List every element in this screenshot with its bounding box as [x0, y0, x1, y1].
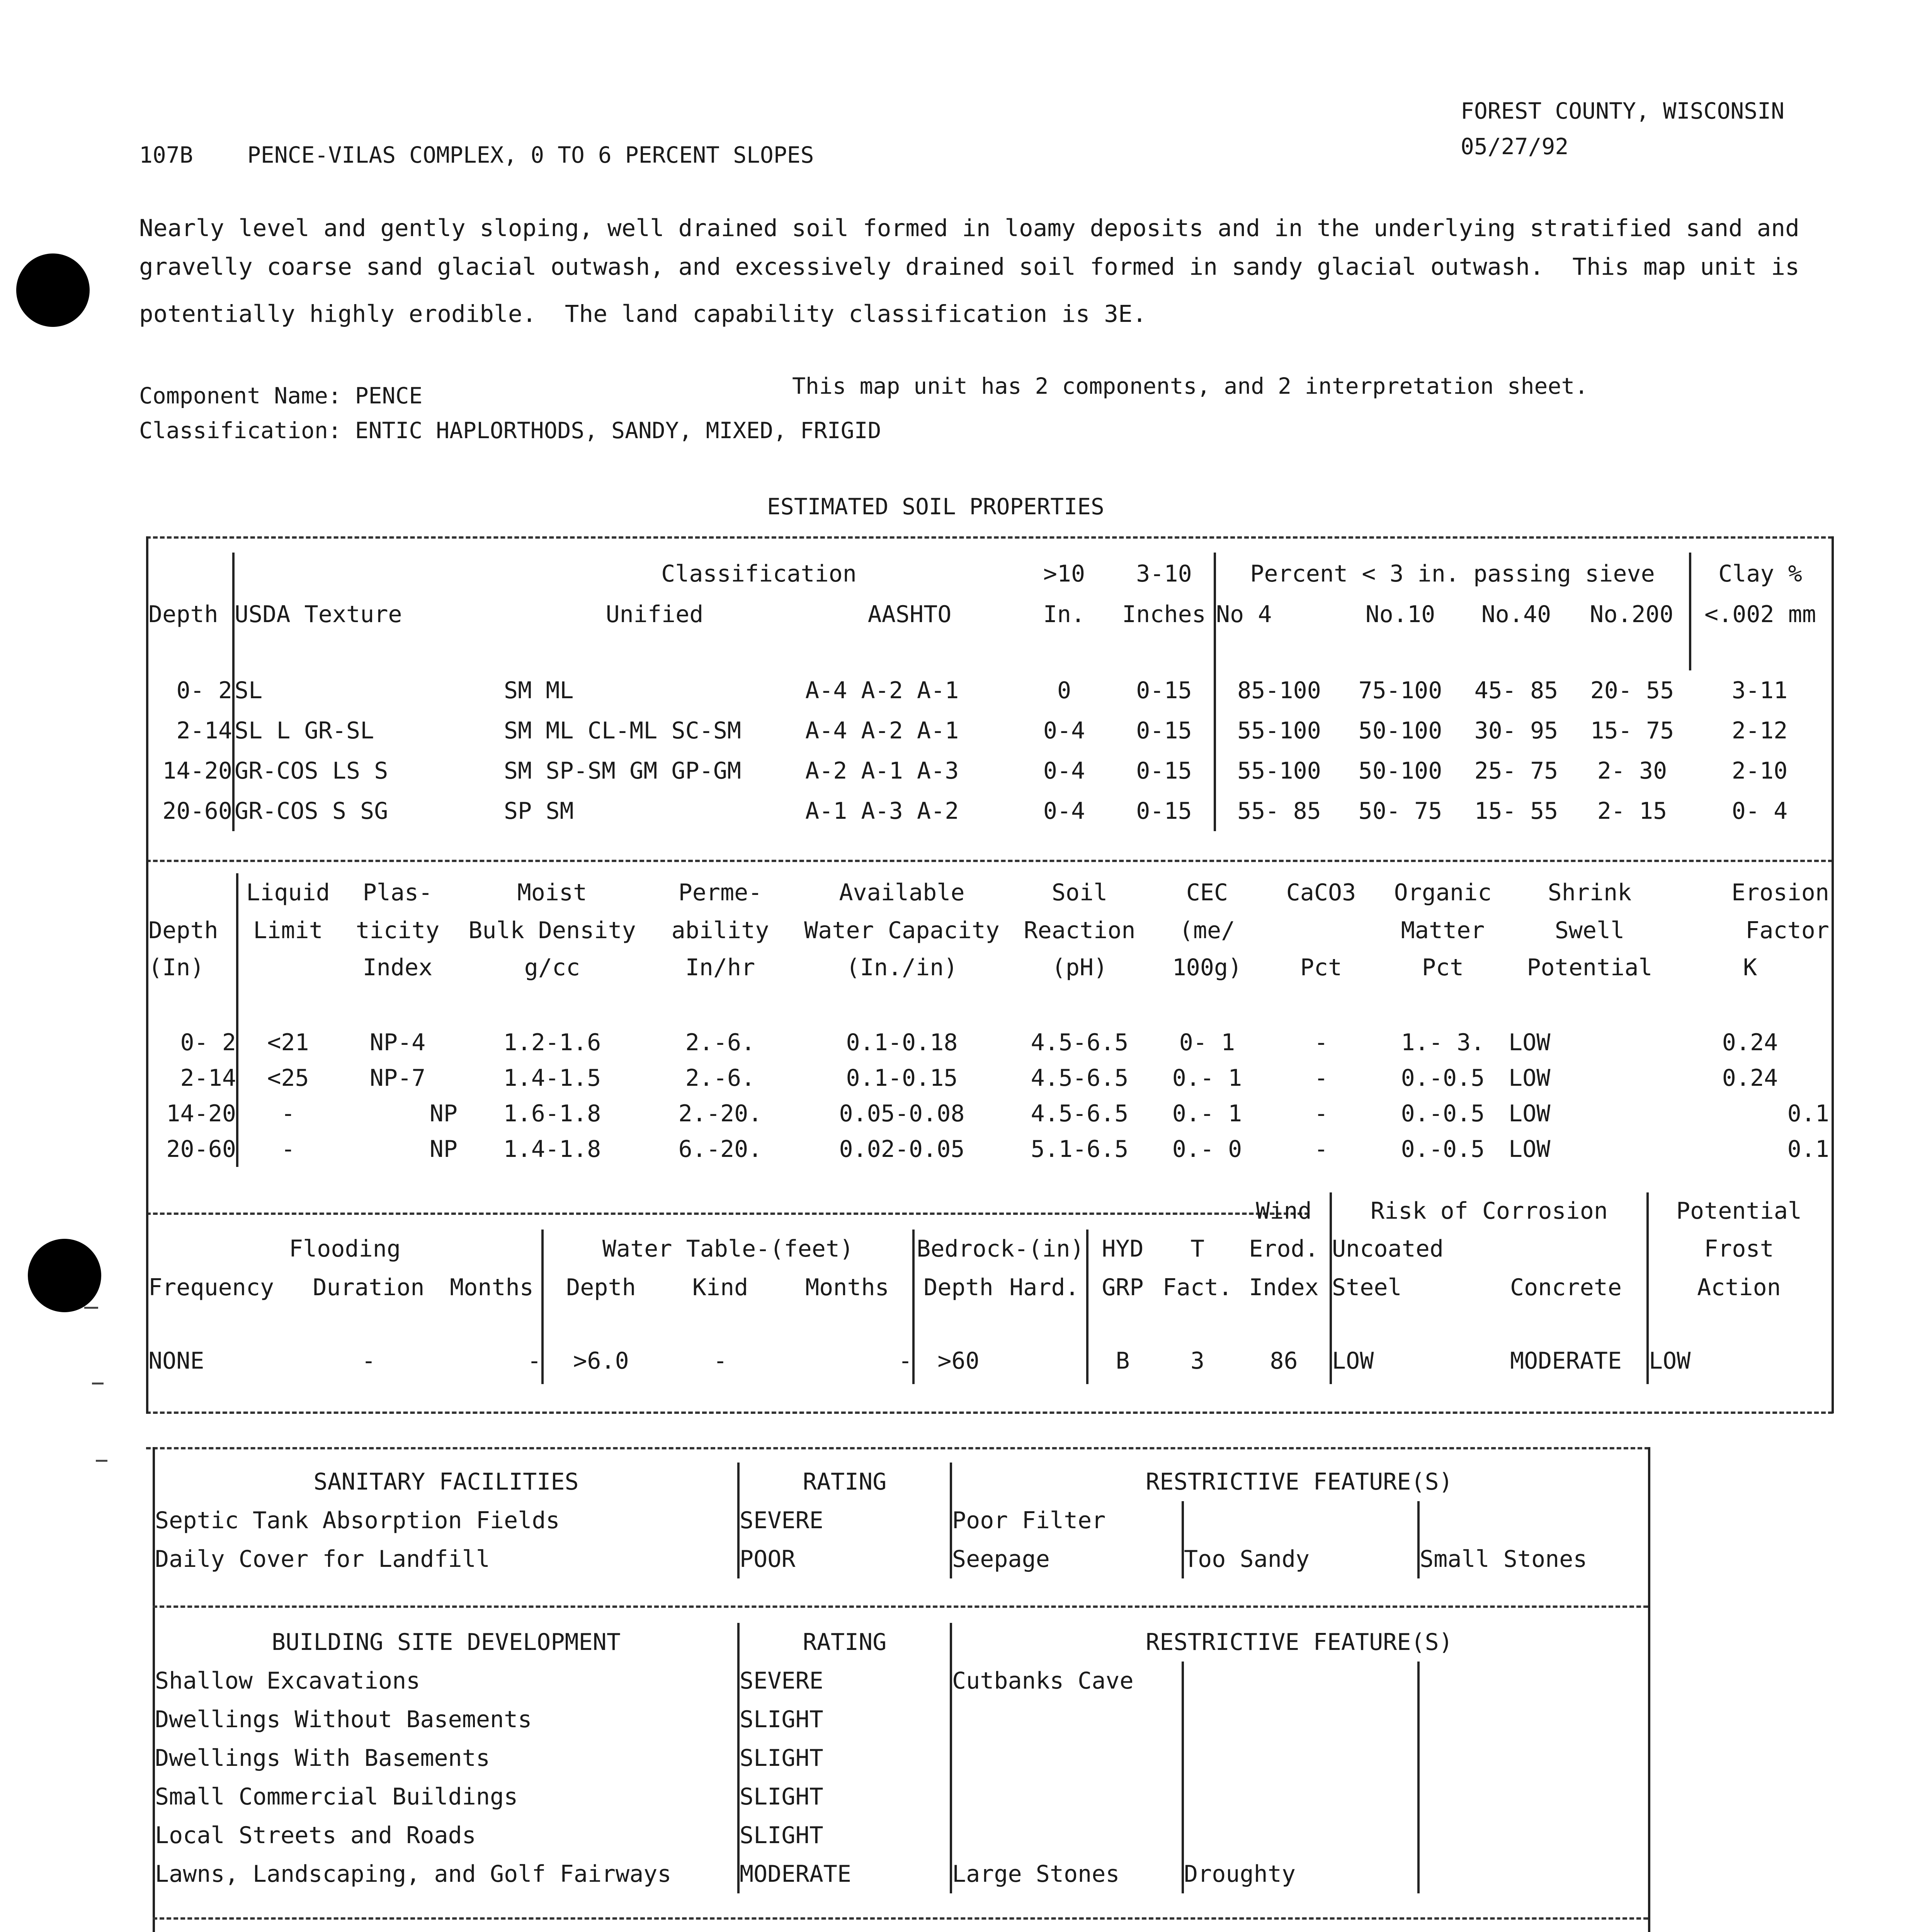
table-row: [155, 1739, 1646, 1777]
table-row: [155, 1540, 1646, 1578]
cell-feature: Cutbanks Cave: [951, 1662, 1183, 1700]
hole-punch-top: [16, 253, 90, 327]
header-depth: Depth: [923, 1274, 993, 1301]
header-no200: No.200: [1574, 595, 1690, 634]
header-clay2: <.002 mm: [1704, 601, 1816, 628]
header-gt10: >10: [1043, 560, 1085, 587]
header-aashto: AASHTO: [867, 601, 952, 628]
components-note: This map unit has 2 components, and 2 interpretation sheet.: [792, 373, 1588, 399]
cell-3to10: 0-15: [1114, 670, 1215, 711]
header-erosion-factor: K: [1743, 954, 1757, 981]
cell-clay: 2-10: [1731, 757, 1788, 784]
table-row: [148, 751, 1829, 791]
header-flooding: Flooding: [148, 1230, 543, 1268]
cell-erosion-factor: 0.1: [1787, 1100, 1829, 1127]
cell-permeability: 2.-6.: [685, 1029, 755, 1056]
cell-feature: Poor Filter: [951, 1501, 1183, 1540]
header-no10: No.10: [1365, 601, 1435, 628]
cell-unified: SM SP-SM GM GP-GM: [504, 757, 742, 784]
cell-feature: [1183, 1662, 1418, 1700]
cell-usda: GR-COS S SG: [235, 798, 388, 825]
cell-feature: [1183, 1700, 1418, 1739]
cell-feature: [1183, 1777, 1418, 1816]
cell-ph: 4.5-6.5: [1031, 1065, 1129, 1092]
cell-no4: 55-100: [1237, 757, 1321, 784]
description-line: potentially highly erodible. The land capability classification is 3E.: [139, 300, 1147, 328]
header-permeability: ability: [671, 917, 769, 944]
header-uncoated: Uncoated: [1331, 1230, 1648, 1268]
margin-mark: [84, 1307, 98, 1309]
cell-use: Septic Tank Absorption Fields: [155, 1501, 738, 1540]
classification: Classification: ENTIC HAPLORTHODS, SANDY, MIXED, FRIGID: [139, 417, 881, 444]
cell-aashto: A-2 A-1 A-3: [805, 757, 959, 784]
cell-cec: 0.- 1: [1172, 1065, 1242, 1092]
cell-usda: SL L GR-SL: [235, 717, 374, 744]
header-potential: Potential: [1676, 1197, 1802, 1225]
header-percent-passing: Percent < 3 in. passing sieve: [1215, 553, 1690, 595]
cell-feature: [951, 1816, 1183, 1855]
cell-gt10: 0-4: [1043, 798, 1085, 825]
cell-ph: 4.5-6.5: [1031, 1100, 1129, 1127]
header-duration: Duration: [313, 1274, 425, 1301]
cell-feature: [1183, 1739, 1418, 1777]
table-row: [155, 1662, 1646, 1700]
cell-depth: 20-60: [148, 791, 233, 831]
cell-use: Shallow Excavations: [155, 1662, 738, 1700]
header-organic-matter: Pct: [1422, 954, 1464, 981]
cell-3to10: 0-15: [1114, 751, 1215, 791]
cell-liquid-limit: <25: [267, 1065, 309, 1092]
map-unit-name: PENCE-VILAS COMPLEX, 0 TO 6 PERCENT SLOPES: [247, 142, 814, 168]
cell-depth: 2-14: [148, 711, 233, 751]
header-liquid-limit: Limit: [253, 917, 323, 944]
cell-no10: 50-100: [1358, 717, 1442, 744]
cell-feature: Large Stones: [951, 1855, 1183, 1893]
cell-organic-matter: 0.-0.5: [1401, 1136, 1485, 1163]
cell-use: Local Streets and Roads: [155, 1816, 738, 1855]
hole-punch-middle: [28, 1239, 101, 1312]
cell-frequency: NONE: [148, 1347, 204, 1374]
table-row: [148, 1096, 1829, 1131]
table-border: [1832, 536, 1834, 1413]
cell-corrosion-concrete: MODERATE: [1485, 1338, 1648, 1384]
header-permeability: In/hr: [685, 954, 755, 981]
cell-usda: SL: [235, 677, 263, 704]
cell-no10: 50- 75: [1358, 798, 1442, 825]
cell-feature: [1418, 1700, 1646, 1739]
header-caco3: [1265, 912, 1377, 949]
cell-shrink-swell: LOW: [1509, 1029, 1551, 1056]
cell-hyd-group: B: [1116, 1347, 1130, 1374]
cell-gt10: 0-4: [1043, 757, 1085, 784]
cell-bulk-density: 1.4-1.8: [503, 1136, 601, 1163]
cell-clay: 3-11: [1731, 677, 1788, 704]
cell-t-factor: 3: [1190, 1347, 1205, 1374]
cell-duration: -: [361, 1347, 376, 1374]
soil-classification-table: [148, 553, 1829, 831]
cell-liquid-limit: <21: [267, 1029, 309, 1056]
section-title: SANITARY FACILITIES: [155, 1463, 738, 1501]
cell-rating: SEVERE: [738, 1662, 951, 1700]
header-shrink-swell: Swell: [1554, 917, 1625, 944]
header-water-table: Water Table-(feet): [543, 1230, 913, 1268]
cell-awc: 0.1-0.18: [846, 1029, 958, 1056]
cell-depth: 14-20: [148, 1096, 237, 1131]
header-unified: Unified: [605, 601, 704, 628]
cell-plasticity: NP: [429, 1136, 457, 1163]
cell-organic-matter: 0.-0.5: [1401, 1065, 1485, 1092]
cell-feature: Small Stones: [1420, 1546, 1587, 1573]
cell-ph: 4.5-6.5: [1031, 1029, 1129, 1056]
header-steel: Steel: [1332, 1274, 1402, 1301]
cell-no4: 55-100: [1237, 717, 1321, 744]
component-name: Component Name: PENCE: [139, 383, 423, 409]
table-row: [148, 1131, 1829, 1167]
cell-gt10: 0: [1057, 677, 1071, 704]
cell-shrink-swell: LOW: [1509, 1065, 1551, 1092]
cell-clay: 2-12: [1731, 717, 1788, 744]
cell-no200: 15- 75: [1590, 717, 1674, 744]
margin-mark: [96, 1460, 107, 1462]
cell-liquid-limit: -: [281, 1136, 295, 1163]
cell-awc: 0.05-0.08: [839, 1100, 965, 1127]
cell-no10: 50-100: [1358, 757, 1442, 784]
cell-depth: 14-20: [148, 751, 233, 791]
cell-cec: 0- 1: [1179, 1029, 1235, 1056]
header-ph: Soil: [1051, 879, 1108, 906]
cell-permeability: 2.-20.: [678, 1100, 762, 1127]
cell-feature: [1418, 1739, 1646, 1777]
description-line: gravelly coarse sand glacial outwash, and excessively drained soil formed in sandy glacial outwash. This map unit is: [139, 253, 1799, 281]
cell-water-table-months: -: [782, 1338, 913, 1384]
header-fact: Fact.: [1162, 1274, 1233, 1301]
header-classification: Classification: [661, 560, 857, 587]
cell-caco3: -: [1314, 1065, 1328, 1092]
cell-no200: 2- 30: [1597, 757, 1667, 784]
header-ph: (pH): [1051, 954, 1108, 981]
cell-feature: Droughty: [1183, 1855, 1418, 1893]
table-row: [148, 1338, 1829, 1384]
table-row: [148, 1060, 1829, 1096]
section-rule: [153, 1917, 1648, 1920]
cell-liquid-limit: -: [281, 1100, 295, 1127]
cell-feature: Seepage: [951, 1540, 1183, 1578]
section-title: BUILDING SITE DEVELOPMENT: [155, 1623, 738, 1662]
header-kind: Kind: [692, 1274, 748, 1301]
cell-cec: 0.- 0: [1172, 1136, 1242, 1163]
header-inches: Inches: [1114, 595, 1215, 634]
table-row: [148, 711, 1829, 751]
header-bulk-density: Bulk Density: [468, 917, 636, 944]
cell-use: Daily Cover for Landfill: [155, 1540, 738, 1578]
header-bulk-density: Moist: [517, 879, 587, 906]
cell-feature: [1183, 1501, 1418, 1540]
cell-use: Lawns, Landscaping, and Golf Fairways: [155, 1855, 738, 1893]
cell-unified: SM ML: [504, 677, 574, 704]
cell-permeability: 2.-6.: [685, 1065, 755, 1092]
header-index: Index: [1238, 1268, 1331, 1307]
cell-shrink-swell: LOW: [1509, 1136, 1551, 1163]
header-depth: Depth: [148, 595, 233, 634]
cell-depth: 0- 2: [148, 1025, 237, 1060]
header-frost: Frost: [1704, 1235, 1774, 1262]
cell-no40: 45- 85: [1474, 677, 1558, 704]
header-cec: 100g): [1172, 954, 1242, 981]
cell-wind-erodibility-index: 86: [1238, 1338, 1331, 1384]
header-in: In.: [1043, 601, 1085, 628]
cell-use: Dwellings With Basements: [155, 1739, 738, 1777]
table-rule: [146, 1447, 1649, 1449]
cell-bedrock-hard: [1002, 1338, 1087, 1384]
header-3to10: 3-10: [1114, 553, 1215, 595]
section-rule: [153, 1605, 1648, 1608]
interp-section-building: [155, 1623, 1646, 1893]
cell-aashto: A-4 A-2 A-1: [805, 677, 959, 704]
table-row: [148, 1025, 1829, 1060]
rating-label: RATING: [738, 1463, 951, 1501]
table-row: [148, 670, 1829, 711]
cell-plasticity: NP-7: [369, 1065, 426, 1092]
cell-rating: POOR: [738, 1540, 951, 1578]
header-clay: Clay %: [1718, 560, 1802, 587]
cell-gt10: 0-4: [1043, 717, 1085, 744]
rating-label: RATING: [738, 1623, 951, 1662]
header-awc: Water Capacity: [804, 917, 1000, 944]
cell-bulk-density: 1.2-1.6: [503, 1029, 601, 1056]
map-unit-symbol: 107B: [139, 142, 193, 168]
cell-feature: [1418, 1662, 1646, 1700]
cell-rating: SLIGHT: [738, 1700, 951, 1739]
cell-feature: [1418, 1777, 1646, 1816]
cell-feature: [1418, 1855, 1646, 1893]
county-name: FOREST COUNTY, WISCONSIN: [1461, 98, 1785, 124]
cell-corrosion-steel: LOW: [1332, 1347, 1374, 1374]
header-cec: CEC: [1186, 879, 1228, 906]
table-rule: [146, 1412, 1833, 1414]
cell-clay: 0- 4: [1731, 798, 1788, 825]
header-frequency: Frequency: [148, 1274, 274, 1301]
cell-rating: SLIGHT: [738, 1816, 951, 1855]
soil-physical-properties-table: [148, 873, 1829, 1167]
document-date: 05/27/92: [1461, 133, 1569, 160]
header-erod: Erod.: [1238, 1230, 1331, 1268]
header-hard: Hard.: [1002, 1268, 1087, 1307]
cell-organic-matter: 1.- 3.: [1401, 1029, 1485, 1056]
header-concrete: Concrete: [1485, 1268, 1648, 1307]
header-liquid-limit: [237, 949, 338, 986]
cell-no200: 2- 15: [1597, 798, 1667, 825]
cell-feature: [951, 1700, 1183, 1739]
cell-bulk-density: 1.6-1.8: [503, 1100, 601, 1127]
interp-section-sanitary: [155, 1463, 1646, 1578]
cell-awc: 0.02-0.05: [839, 1136, 965, 1163]
header-plasticity: ticity: [355, 917, 440, 944]
table-row: [155, 1855, 1646, 1893]
cell-depth: 0- 2: [148, 670, 233, 711]
cell-use: Dwellings Without Basements: [155, 1700, 738, 1739]
header-organic-matter: Organic: [1394, 879, 1492, 906]
cell-ph: 5.1-6.5: [1031, 1136, 1129, 1163]
cell-bedrock-depth: >60: [937, 1347, 980, 1374]
header-usda: USDA Texture: [235, 601, 402, 628]
header-erosion-factor: Factor: [1745, 917, 1829, 944]
feature-label: RESTRICTIVE FEATURE(S): [1146, 1468, 1453, 1495]
cell-plasticity: NP: [429, 1100, 457, 1127]
cell-3to10: 0-15: [1114, 791, 1215, 831]
cell-erosion-factor: 0.24: [1722, 1065, 1778, 1092]
header-t: T: [1190, 1235, 1205, 1262]
table-row: [155, 1501, 1646, 1540]
cell-aashto: A-4 A-2 A-1: [805, 717, 959, 744]
cell-organic-matter: 0.-0.5: [1401, 1100, 1485, 1127]
cell-caco3: -: [1314, 1136, 1328, 1163]
table-row: [155, 1777, 1646, 1816]
cell-rating: MODERATE: [738, 1855, 951, 1893]
cell-3to10: 0-15: [1114, 711, 1215, 751]
header-action: Action: [1697, 1274, 1781, 1301]
header-caco3: Pct: [1300, 954, 1342, 981]
header-caco3: CaCO3: [1286, 879, 1356, 906]
table-row: [148, 791, 1829, 831]
header-organic-matter: Matter: [1401, 917, 1485, 944]
cell-aashto: A-1 A-3 A-2: [805, 798, 959, 825]
header-liquid-limit: Liquid: [246, 879, 330, 906]
cell-feature: Too Sandy: [1183, 1540, 1418, 1578]
header-grp: GRP: [1102, 1274, 1144, 1301]
cell-no40: 30- 95: [1474, 717, 1558, 744]
cell-unified: SP SM: [504, 798, 574, 825]
cell-bulk-density: 1.4-1.5: [503, 1065, 601, 1092]
header-depth: [148, 873, 237, 912]
interp-border: [1648, 1447, 1650, 1932]
cell-cec: 0.- 1: [1172, 1100, 1242, 1127]
header-bulk-density: g/cc: [524, 954, 580, 981]
cell-depth: 2-14: [148, 1060, 237, 1096]
header-cec: (me/: [1179, 917, 1235, 944]
header-permeability: Perme-: [678, 879, 762, 906]
header-erosion-factor: Erosion: [1731, 879, 1829, 906]
header-shrink-swell: Shrink: [1548, 879, 1632, 906]
description-line: Nearly level and gently sloping, well drained soil formed in loamy deposits and in the underlying stratified sand and: [139, 214, 1799, 242]
header-bedrock: Bedrock-(in): [913, 1230, 1087, 1268]
cell-no200: 20- 55: [1590, 677, 1674, 704]
cell-caco3: -: [1314, 1029, 1328, 1056]
header-depth: Depth: [148, 912, 237, 949]
cell-shrink-swell: LOW: [1509, 1100, 1551, 1127]
header-risk-of-corrosion: Risk of Corrosion: [1331, 1192, 1648, 1230]
cell-frost-action: LOW: [1649, 1347, 1691, 1374]
header-no40: No.40: [1481, 601, 1551, 628]
hydrology-table: [148, 1192, 1829, 1384]
header-months: Months: [442, 1268, 543, 1307]
header-depth: (In): [148, 949, 237, 986]
cell-feature: [951, 1777, 1183, 1816]
header-wind: Wind: [1238, 1192, 1331, 1230]
cell-water-table-depth: >6.0: [573, 1347, 629, 1374]
cell-no10: 75-100: [1358, 677, 1442, 704]
cell-rating: SLIGHT: [738, 1739, 951, 1777]
header-depth: Depth: [566, 1274, 636, 1301]
cell-rating: SLIGHT: [738, 1777, 951, 1816]
header-months: Months: [782, 1268, 913, 1307]
cell-depth: 20-60: [148, 1131, 237, 1167]
header-hyd: HYD: [1102, 1235, 1144, 1262]
table-row: [155, 1816, 1646, 1855]
header-awc: Available: [839, 879, 965, 906]
cell-months: -: [442, 1338, 543, 1384]
header-plasticity: Index: [362, 954, 433, 981]
header-shrink-swell: Potential: [1527, 954, 1653, 981]
table-rule: [146, 860, 1833, 862]
cell-water-table-kind: -: [713, 1347, 728, 1374]
cell-caco3: -: [1314, 1100, 1328, 1127]
cell-unified: SM ML CL-ML SC-SM: [504, 717, 742, 744]
section-title: ESTIMATED SOIL PROPERTIES: [767, 493, 1104, 520]
cell-feature: [1418, 1501, 1646, 1540]
cell-rating: SEVERE: [738, 1501, 951, 1540]
cell-usda: GR-COS LS S: [235, 757, 388, 784]
feature-label: RESTRICTIVE FEATURE(S): [1146, 1629, 1453, 1656]
table-rule: [146, 536, 1833, 539]
table-row: [155, 1700, 1646, 1739]
cell-no40: 15- 55: [1474, 798, 1558, 825]
cell-feature: [1183, 1816, 1418, 1855]
cell-feature: [1418, 1816, 1646, 1855]
cell-awc: 0.1-0.15: [846, 1065, 958, 1092]
cell-erosion-factor: 0.24: [1722, 1029, 1778, 1056]
cell-erosion-factor: 0.1: [1787, 1136, 1829, 1163]
cell-plasticity: NP-4: [369, 1029, 426, 1056]
header-no4: No 4: [1216, 601, 1272, 628]
cell-no40: 25- 75: [1474, 757, 1558, 784]
cell-permeability: 6.-20.: [678, 1136, 762, 1163]
header-awc: (In./in): [846, 954, 958, 981]
margin-mark: [92, 1383, 104, 1384]
cell-no4: 55- 85: [1237, 798, 1321, 825]
header-plasticity: Plas-: [362, 879, 433, 906]
cell-no4: 85-100: [1237, 677, 1321, 704]
header-ph: Reaction: [1024, 917, 1136, 944]
cell-feature: [951, 1739, 1183, 1777]
cell-use: Small Commercial Buildings: [155, 1777, 738, 1816]
